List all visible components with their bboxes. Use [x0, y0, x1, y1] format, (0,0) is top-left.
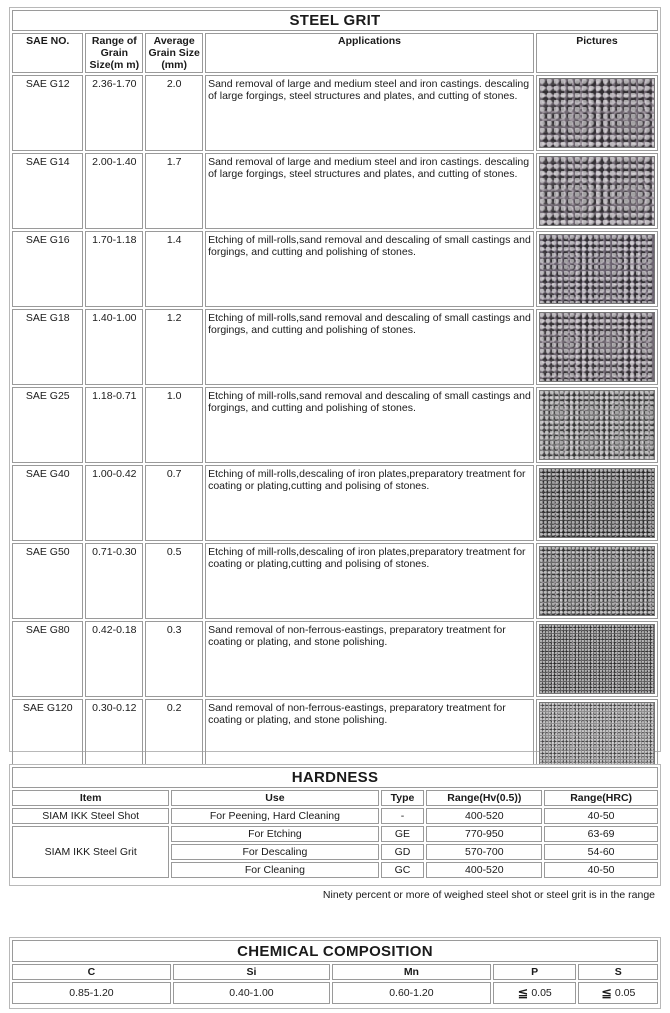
- grain-range-cell: 2.36-1.70: [85, 75, 143, 151]
- average-size-cell: 1.2: [145, 309, 203, 385]
- table-row: [12, 231, 658, 307]
- header-range-hv: Range(Hv(0.5)): [426, 790, 542, 806]
- hardness-note: Ninety percent or more of weighed steel shot or steel grit is in the range: [322, 889, 655, 901]
- c-value: 0.85-1.20: [12, 982, 171, 1004]
- grain-range-cell: 0.42-0.18: [85, 621, 143, 697]
- type-cell: GC: [381, 862, 425, 878]
- hardness-table: [9, 764, 661, 886]
- applications-cell: Etching of mill-rolls,sand removal and descaling of small castings and forgings, and cutting and polishing of stones.: [205, 387, 534, 463]
- less-equal-symbol: ≦: [601, 985, 612, 1000]
- chemical-composition-table: [9, 937, 661, 1009]
- header-item: Item: [12, 790, 169, 806]
- grit-sample-image: [539, 624, 655, 694]
- average-size-cell: 1.4: [145, 231, 203, 307]
- table-row: [12, 808, 658, 824]
- picture-cell: [536, 309, 658, 385]
- average-size-cell: 0.2: [145, 699, 203, 775]
- sae-no-cell: SAE G25: [12, 387, 83, 463]
- use-cell: For Descaling: [171, 844, 378, 860]
- average-size-cell: 0.3: [145, 621, 203, 697]
- picture-cell: [536, 387, 658, 463]
- table-row: [12, 543, 658, 619]
- sae-no-cell: SAE G80: [12, 621, 83, 697]
- header-s: S: [578, 964, 658, 980]
- applications-cell: Sand removal of non-ferrous-eastings, preparatory treatment for coating or plating, and stone polishing.: [205, 621, 534, 697]
- sae-no-cell: SAE G18: [12, 309, 83, 385]
- header-c: C: [12, 964, 171, 980]
- grain-range-cell: 0.71-0.30: [85, 543, 143, 619]
- header-type: Type: [381, 790, 425, 806]
- grain-range-cell: 1.00-0.42: [85, 465, 143, 541]
- chemical-title: CHEMICAL COMPOSITION: [12, 940, 658, 962]
- sae-no-cell: SAE G16: [12, 231, 83, 307]
- table-row: [12, 621, 658, 697]
- p-value-cell: [493, 982, 577, 1004]
- use-cell: For Peening, Hard Cleaning: [171, 808, 378, 824]
- grain-range-cell: 2.00-1.40: [85, 153, 143, 229]
- applications-cell: Etching of mill-rolls,descaling of iron plates,preparatory treatment for coating or plating,cutting and polising of stones.: [205, 465, 534, 541]
- table-row: [12, 826, 658, 842]
- s-value: 0.05: [614, 987, 636, 999]
- item-cell: SIAM IKK Steel Grit: [12, 826, 169, 878]
- grit-sample-image: [539, 546, 655, 616]
- picture-cell: [536, 75, 658, 151]
- header-p: P: [493, 964, 577, 980]
- picture-cell: [536, 153, 658, 229]
- sae-no-cell: SAE G40: [12, 465, 83, 541]
- average-size-cell: 1.7: [145, 153, 203, 229]
- table-row: [12, 309, 658, 385]
- grit-sample-image: [539, 390, 655, 460]
- average-size-cell: 1.0: [145, 387, 203, 463]
- si-value: 0.40-1.00: [173, 982, 330, 1004]
- sae-no-cell: SAE G12: [12, 75, 83, 151]
- table-row: [12, 153, 658, 229]
- header-range-hrc: Range(HRC): [544, 790, 658, 806]
- applications-cell: Etching of mill-rolls,sand removal and descaling of small castings and forgings, and cutting and polishing of stones.: [205, 231, 534, 307]
- type-cell: GD: [381, 844, 425, 860]
- grain-range-cell: 1.40-1.00: [85, 309, 143, 385]
- steel-grit-title: STEEL GRIT: [12, 10, 658, 31]
- item-cell: SIAM IKK Steel Shot: [12, 808, 169, 824]
- hrc-cell: 40-50: [544, 808, 658, 824]
- header-si: Si: [173, 964, 330, 980]
- hv-cell: 570-700: [426, 844, 542, 860]
- sae-no-cell: SAE G14: [12, 153, 83, 229]
- hv-cell: 770-950: [426, 826, 542, 842]
- header-average-size: Average Grain Size (mm): [145, 33, 203, 73]
- applications-cell: Etching of mill-rolls,sand removal and descaling of small castings and forgings, and cutting and polishing of stones.: [205, 309, 534, 385]
- sae-no-cell: SAE G120: [12, 699, 83, 775]
- header-use: Use: [171, 790, 378, 806]
- table-row: [12, 75, 658, 151]
- header-pictures: Pictures: [536, 33, 658, 73]
- grit-sample-image: [539, 468, 655, 538]
- applications-cell: Sand removal of non-ferrous-eastings, preparatory treatment for coating or plating, and stone polishing.: [205, 699, 534, 775]
- grain-range-cell: 1.18-0.71: [85, 387, 143, 463]
- grit-sample-image: [539, 234, 655, 304]
- picture-cell: [536, 465, 658, 541]
- table-row: [12, 982, 658, 1004]
- average-size-cell: 0.7: [145, 465, 203, 541]
- sae-no-cell: SAE G50: [12, 543, 83, 619]
- header-applications: Applications: [205, 33, 534, 73]
- hrc-cell: 54-60: [544, 844, 658, 860]
- grit-sample-image: [539, 702, 655, 772]
- hv-cell: 400-520: [426, 808, 542, 824]
- picture-cell: [536, 231, 658, 307]
- grit-sample-image: [539, 156, 655, 226]
- less-equal-symbol: ≦: [517, 985, 529, 1000]
- hv-cell: 400-520: [426, 862, 542, 878]
- use-cell: For Cleaning: [171, 862, 378, 878]
- use-cell: For Etching: [171, 826, 378, 842]
- hardness-title: HARDNESS: [12, 767, 658, 788]
- applications-cell: Sand removal of large and medium steel and iron castings. descaling of large forgings, steel structures and plates, and cutting of stones.: [205, 75, 534, 151]
- average-size-cell: 0.5: [145, 543, 203, 619]
- mn-value: 0.60-1.20: [332, 982, 491, 1004]
- steel-grit-table: [9, 7, 661, 752]
- applications-cell: Sand removal of large and medium steel and iron castings. descaling of large forgings, steel structures and plates, and cutting of stones.: [205, 153, 534, 229]
- grain-range-cell: 1.70-1.18: [85, 231, 143, 307]
- type-cell: -: [381, 808, 425, 824]
- table-row: [12, 387, 658, 463]
- header-sae-no: SAE NO.: [12, 33, 83, 73]
- type-cell: GE: [381, 826, 425, 842]
- picture-cell: [536, 621, 658, 697]
- hrc-cell: 40-50: [544, 862, 658, 878]
- s-value-cell: [578, 982, 658, 1004]
- p-value: 0.05: [531, 987, 552, 999]
- grit-sample-image: [539, 312, 655, 382]
- applications-cell: Etching of mill-rolls,descaling of iron plates,preparatory treatment for coating or plating,cutting and polising of stones.: [205, 543, 534, 619]
- grit-sample-image: [539, 78, 655, 148]
- hrc-cell: 63-69: [544, 826, 658, 842]
- table-row: [12, 465, 658, 541]
- picture-cell: [536, 543, 658, 619]
- header-grain-range: Range of Grain Size(m m): [85, 33, 143, 73]
- header-mn: Mn: [332, 964, 491, 980]
- average-size-cell: 2.0: [145, 75, 203, 151]
- grain-range-cell: 0.30-0.12: [85, 699, 143, 775]
